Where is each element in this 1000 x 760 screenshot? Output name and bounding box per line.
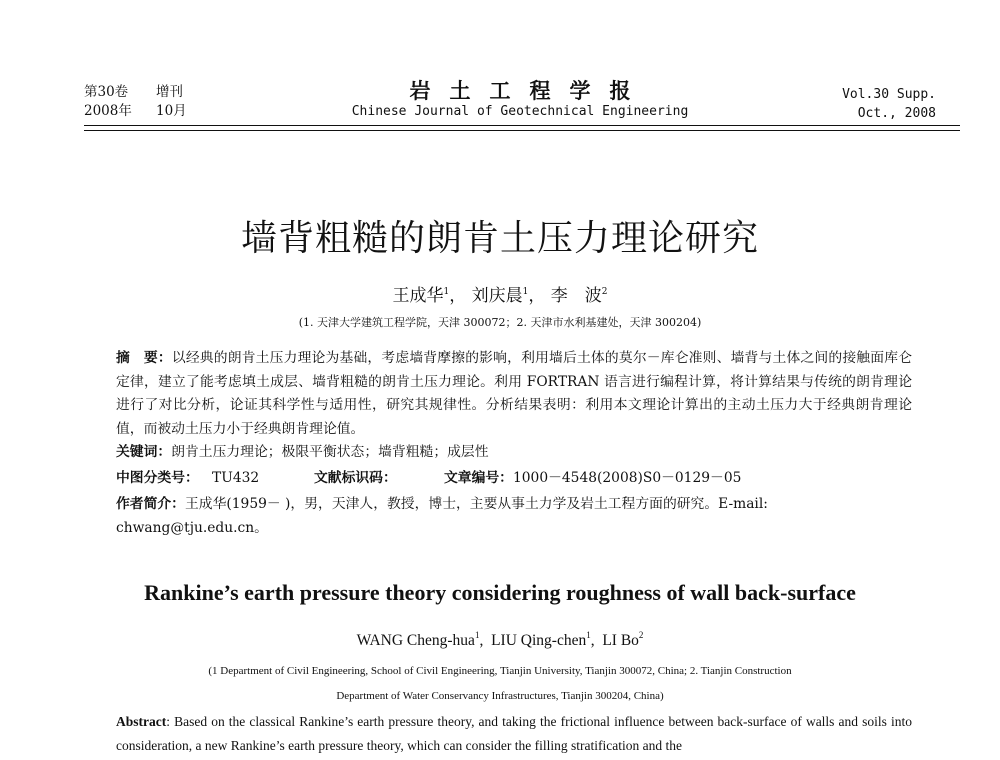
affiliation-en: [0, 659, 1000, 709]
author-en-sup: 1: [586, 630, 591, 640]
abstract-en: [116, 710, 912, 758]
authors-zh: 王成华$^1$， 刘庆晨$^1$， 李 波$^2$: [392, 286, 608, 306]
doc-code-label: 文献标识码：: [314, 470, 397, 486]
header-rule-thick: [84, 125, 960, 126]
header-left: [84, 83, 187, 121]
keywords-zh-label: 关键词：: [116, 444, 172, 460]
abstract-zh-label: 摘 要：: [116, 350, 172, 366]
authors-en: WANG Cheng-hua$^1$, LIU Qing-chen$^1$, LI Bo$^2$: [356, 630, 644, 649]
author-bio-text: 王成华(1959－ )，男，天津人，教授，博士，主要从事土力学及岩土工程方面的研究。E-mail: chwang@tju.edu.cn。: [116, 496, 768, 536]
clc-label: 中图分类号：: [116, 470, 199, 486]
month-zh: 10月: [156, 103, 187, 119]
author-bio-label: 作者简介：: [116, 496, 185, 512]
author-zh-sup: 1: [443, 287, 450, 297]
supplement-zh: 增刊: [156, 84, 183, 100]
journal-title-zh: 岩土工程学报: [409, 78, 650, 103]
paper-title-zh: 墙背粗糙的朗肯土压力理论研究: [240, 218, 759, 259]
author-en-name: LIU Qing-chen: [491, 632, 587, 649]
paper-title-en: Rankine’s earth pressure theory considering roughness of wall back-surface: [144, 580, 856, 605]
author-zh-name: 李 波: [550, 286, 602, 306]
year-zh: 2008年: [84, 103, 132, 119]
author-en-sup: 1: [474, 630, 480, 640]
header-right: [842, 85, 936, 123]
keywords-zh-text: 朗肯土压力理论；极限平衡状态；墙背粗糙；成层性: [171, 444, 489, 460]
classification-row: [116, 466, 912, 486]
clc-value: TU432: [212, 470, 260, 486]
abstract-en-text: : Based on the classical Rankine’s earth pressure theory, and taking the frictional influence between back-surface of walls and soils into consideration, a new Rankine’s earth pressure theory, which can consider the filling stratification and the: [116, 714, 912, 753]
abstract-en-label: Abstract: [116, 714, 167, 729]
affiliation-en-line2: Department of Water Conservancy Infrastructures, Tianjin 300204, China): [336, 690, 664, 702]
affiliation-en-line1: (1 Department of Civil Engineering, School of Civil Engineering, Tianjin University, Tianjin 300072, China; 2. Tianjin Construction: [208, 665, 792, 677]
header-rule-thin: [84, 130, 960, 131]
author-zh-name: 王成华: [392, 286, 444, 306]
author-en-name: LI Bo: [602, 632, 639, 649]
journal-title-en: Chinese Journal of Geotechnical Engineering: [351, 104, 689, 119]
abstract-zh-text: 以经典的朗肯土压力理论为基础，考虑墙背摩擦的影响，利用墙后土体的莫尔－库仑准则、墙背与土体之间的接触面库仑定律，建立了能考虑填土成层、墙背粗糙的朗肯土压力理论。利用 FORTRAN 语言进行编程计算，将计算结果与传统的朗肯理论进行了对比分析，论证其科学性与适用性，研究其规律性。分析结果表明：利用本文理论计算出的主动土压力大于经典朗肯理论值，而被动土压力小于经典朗肯理论值。: [116, 350, 913, 437]
author-en-sup: 2: [638, 630, 644, 640]
header-center: [330, 79, 710, 121]
author-bio: [116, 492, 912, 540]
volume-en: Vol.30 Supp.: [842, 87, 936, 102]
article-no-value: 1000－4548(2008)S0－0129－05: [512, 470, 742, 486]
abstract-zh: [116, 347, 912, 465]
author-zh-sup: 1: [522, 287, 529, 297]
author-zh-sup: 2: [601, 287, 608, 297]
author-zh-name: 刘庆晨: [471, 286, 523, 306]
article-no-label: 文章编号：: [444, 470, 513, 486]
volume-zh: 第30卷: [84, 84, 129, 100]
author-en-name: WANG Cheng-hua: [356, 632, 475, 649]
affiliation-zh: (1. 天津大学建筑工程学院，天津 300072；2. 天津市水利基建处，天津 300204): [298, 316, 702, 329]
date-en: Oct., 2008: [857, 106, 936, 121]
